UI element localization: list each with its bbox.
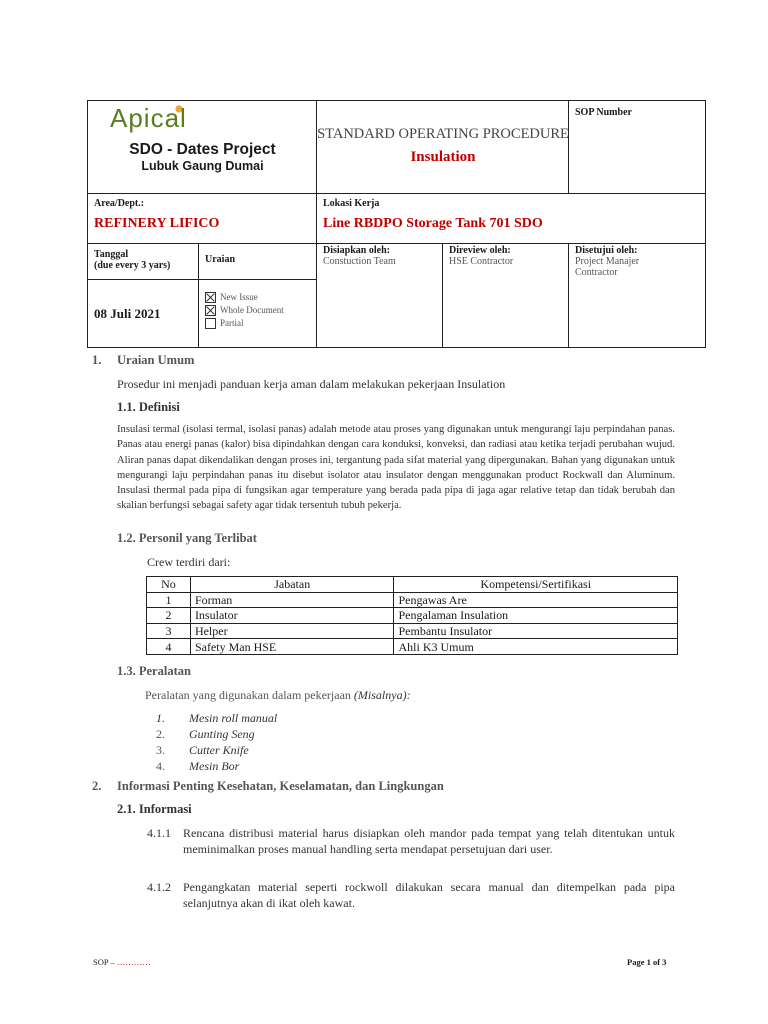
disetujui-label: Disetujui oleh:: [575, 245, 638, 256]
footer-sop-label: SOP –: [93, 957, 117, 967]
alat-intro: Peralatan yang digunakan dalam pekerjaan: [145, 688, 351, 702]
table-row: [147, 623, 678, 639]
section1-intro: Prosedur ini menjadi panduan kerja aman dalam melakukan pekerjaan Insulation: [117, 377, 506, 391]
lokasi-label: Lokasi Kerja: [323, 198, 380, 209]
unchecked-box-icon: [205, 318, 216, 329]
table-row: [147, 592, 678, 608]
section21-title: 2.1. Informasi: [117, 802, 192, 816]
sop-header-table: [87, 100, 706, 348]
date-value: 08 Juli 2021: [94, 306, 161, 321]
info-item-number: 4.1.1: [147, 826, 171, 840]
section1-number: 1.: [92, 353, 102, 367]
table-cell: 3: [147, 623, 191, 639]
table-cell: Ahli K3 Umum: [394, 639, 678, 655]
section11-title: 1.1. Definisi: [117, 400, 180, 414]
section12-title: 1.2. Personil yang Terlibat: [117, 531, 257, 545]
project-name: SDO - Dates Project: [129, 141, 276, 158]
lokasi-cell: [317, 194, 706, 244]
area-label: Area/Dept.:: [94, 198, 145, 209]
table-cell: Pembantu Insulator: [394, 623, 678, 639]
table-cell: Helper: [190, 623, 394, 639]
table-cell: 4: [147, 639, 191, 655]
page-number: Page 1 of 3: [627, 957, 667, 967]
table-cell: Pengalaman Insulation: [394, 608, 678, 624]
crew-intro: Crew terdiri dari:: [147, 555, 231, 569]
checkbox-partial[interactable]: Partial: [205, 317, 316, 330]
section1-title: Uraian Umum: [117, 353, 195, 367]
table-cell: Safety Man HSE: [190, 639, 394, 655]
checked-box-icon: [205, 292, 216, 303]
sop-number-cell: [569, 101, 706, 194]
col-header-kompetensi: Kompetensi/Sertifikasi: [394, 577, 678, 593]
table-row: [147, 639, 678, 655]
direview-cell: [443, 244, 569, 348]
project-location: Lubuk Gaung Dumai: [141, 159, 264, 173]
title-cell: [317, 101, 569, 194]
area-value: REFINERY LIFICO: [94, 216, 220, 231]
info-item-text: Pengangkatan material seperti rockwoll dilakukan secara manual dan ditempelkan pada pipa selanjutnya akan di ikat oleh kawat.: [183, 880, 675, 910]
date-cell: [88, 280, 199, 348]
area-cell: [88, 194, 317, 244]
footer-sop: [93, 957, 151, 967]
list-item: 4. Mesin Bor: [156, 759, 240, 773]
list-item: 2. Gunting Seng: [156, 727, 255, 741]
alat-intro-line: [145, 688, 411, 703]
section2-number: 2.: [92, 779, 102, 793]
disiapkan-value: Constuction Team: [323, 256, 396, 267]
disetujui-value-2: Contractor: [575, 267, 618, 278]
col-header-no: No: [147, 577, 191, 593]
section2-title: Informasi Penting Kesehatan, Keselamatan, dan Lingkungan: [117, 779, 444, 793]
checked-box-icon: [205, 305, 216, 316]
info-item-number: 4.1.2: [147, 880, 171, 894]
crew-table: [146, 576, 678, 655]
uraian-label: Uraian: [205, 254, 235, 265]
direview-label: Direview oleh:: [449, 245, 511, 256]
alat-intro-italic: (Misalnya):: [353, 688, 411, 702]
uraian-cell: [199, 244, 317, 280]
table-header-row: [147, 577, 678, 593]
section13-title: 1.3. Peralatan: [117, 664, 191, 678]
tanggal-sub: (due every 3 yars): [94, 260, 171, 271]
doc-title: Insulation: [410, 149, 476, 165]
table-cell: Pengawas Are: [394, 592, 678, 608]
company-logo: Apical: [110, 103, 187, 133]
checkbox-new-issue[interactable]: New Issue: [205, 291, 316, 304]
table-cell: 2: [147, 608, 191, 624]
info-item-text: Rencana distribusi material harus disiapkan oleh mandor pada tempat yang telah ditentukan untuk meminimalkan proses manual handling serta mendapat persetujuan dari user.: [183, 826, 675, 856]
lokasi-value: Line RBDPO Storage Tank 701 SDO: [323, 216, 543, 231]
tanggal-label: Tanggal: [94, 249, 129, 260]
disetujui-value-1: Project Manajer: [575, 256, 640, 267]
table-cell: 1: [147, 592, 191, 608]
table-row: [147, 608, 678, 624]
disetujui-cell: [569, 244, 706, 348]
checkbox-whole-document[interactable]: Whole Document: [205, 304, 316, 317]
alat-list: [156, 710, 277, 774]
list-item: 1. Mesin roll manual: [156, 711, 278, 725]
table-cell: Insulator: [190, 608, 394, 624]
sop-number-label: SOP Number: [575, 107, 632, 118]
table-cell: Forman: [190, 592, 394, 608]
disiapkan-label: Disiapkan oleh:: [323, 245, 390, 256]
tanggal-cell: [88, 244, 199, 280]
list-item: 3. Cutter Knife: [156, 743, 249, 757]
definisi-paragraph: Insulasi termal (isolasi termal, isolasi panas) adalah metode atau proses yang digunakan untuk mengurangi laju perpindahan panas. Panas atau energi panas (kalor) bisa dipindahkan dengan cara konduksi, konveksi, dan radiasi atau ketika terjadi perubahan wujud. Aliran panas dapat dikendalikan dengan proses ini, tergantung pada sifat material yang dipergunakan. Bahan yang digunakan untuk mengurangi laju perpindahan panas itu disebut isolator atau insulator dengan menggunakan product Rockwall dan Aluminum. Insulasi thermal pada pipa di fungsikan agar temperature yang berada pada pipa di jaga agar relative tetap dan tidak berubah dan skalian berfungsi sebagai safety agar tidak tersentuh tubuh pekerja.: [117, 424, 675, 512]
checkbox-cell: [199, 280, 317, 348]
direview-value: HSE Contractor: [449, 256, 514, 267]
disiapkan-cell: [317, 244, 443, 348]
footer-sop-dots: …………: [116, 957, 151, 967]
col-header-jabatan: Jabatan: [190, 577, 394, 593]
doc-type: STANDARD OPERATING PROCEDURE: [317, 126, 569, 142]
logo-cell: [88, 101, 317, 194]
